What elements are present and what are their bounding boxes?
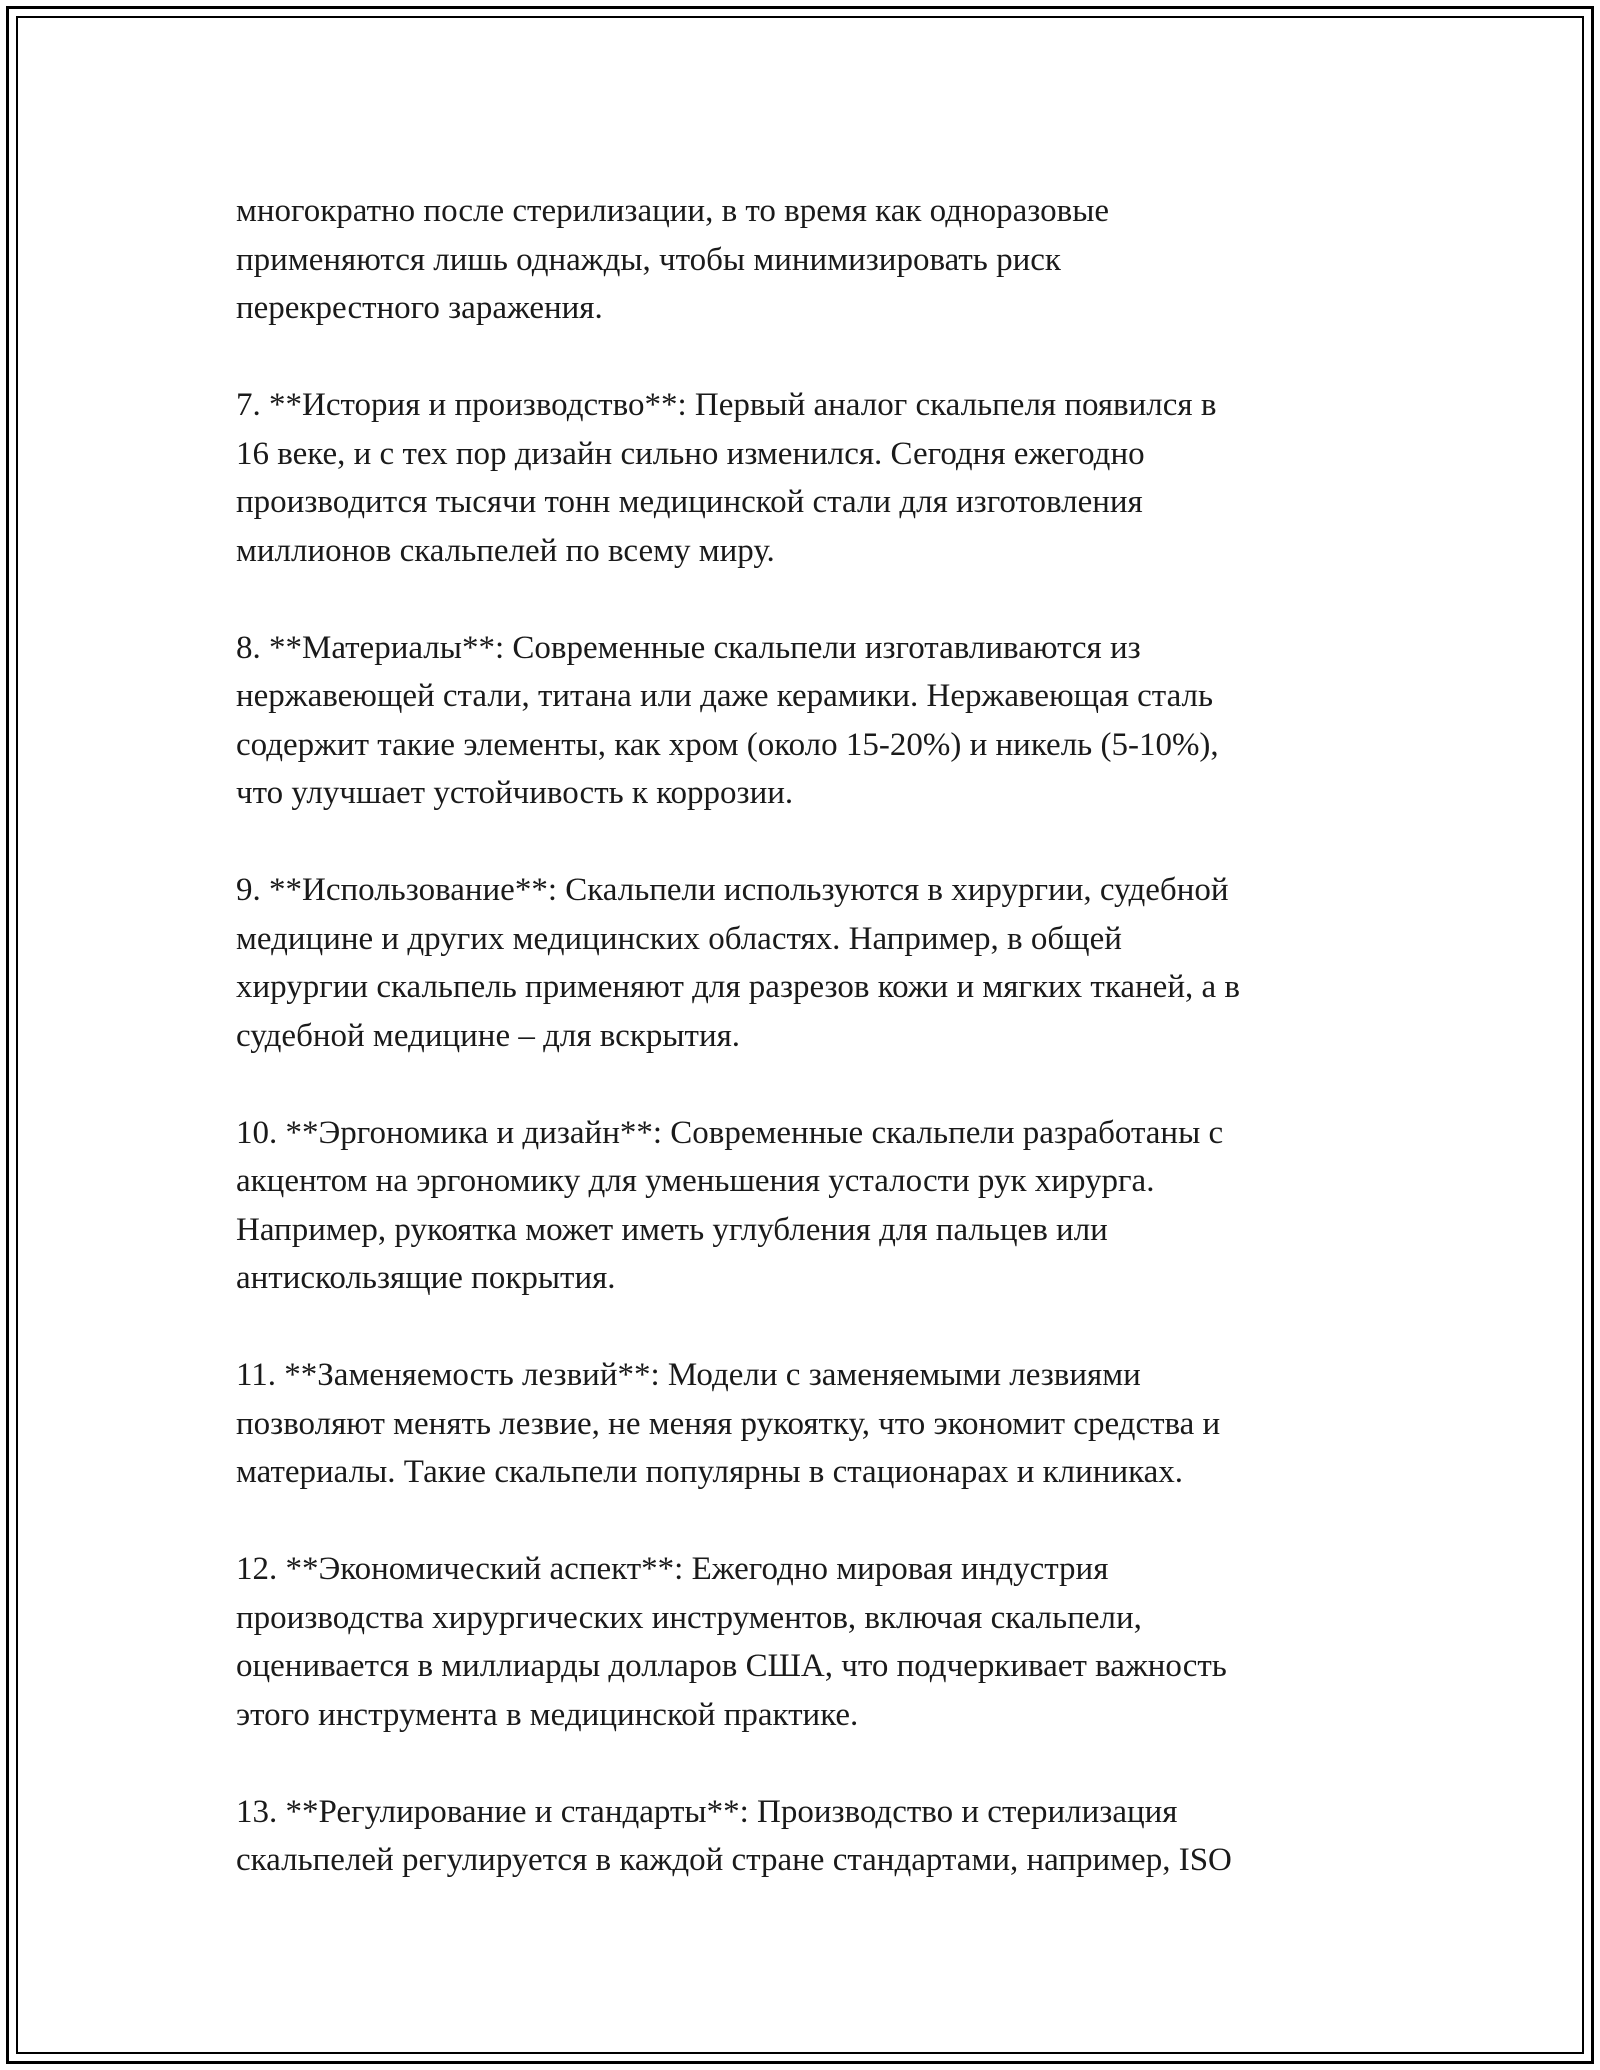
paragraph-gap: [236, 1060, 1376, 1109]
text-line: 7. **История и производство**: Первый аналог скальпеля появился в: [236, 387, 1217, 423]
paragraph-gap: [236, 333, 1376, 382]
paragraph: [236, 187, 1376, 333]
text-line: 10. **Эргономика и дизайн**: Современные скальпели разработаны с: [236, 1114, 1224, 1151]
text-line: многократно после стерилизации, в то время как одноразовые: [236, 193, 1110, 229]
text-line: 8. **Материалы**: Современные скальпели изготавливаются из: [236, 629, 1141, 666]
text-line: 16 веке, и с тех пор дизайн сильно изменился. Сегодня ежегодно: [236, 435, 1145, 472]
text-line: антискользящие покрытия.: [236, 1260, 616, 1296]
text-line: содержит такие элементы, как хром (около 15-20%) и никель (5-10%),: [236, 726, 1219, 763]
paragraph: [236, 866, 1376, 1060]
paragraph: [236, 1788, 1376, 1885]
text-line: применяются лишь однажды, чтобы минимизировать риск: [236, 241, 1061, 278]
text-line: этого инструмента в медицинской практике.: [236, 1696, 859, 1733]
text-line: скальпелей регулируется в каждой стране стандартами, например, ISO: [236, 1842, 1232, 1878]
text-line: акцентом на эргономику для уменьшения усталости рук хирурга.: [236, 1163, 1155, 1199]
paragraph: [236, 1109, 1376, 1303]
text-line: позволяют менять лезвие, не меняя рукоятку, что экономит средства и: [236, 1405, 1221, 1442]
text-line: судебной медицине – для вскрытия.: [236, 1017, 741, 1054]
paragraph: [236, 624, 1376, 818]
text-line: 9. **Использование**: Скальпели используются в хирургии, судебной: [236, 872, 1229, 908]
document-body: [236, 187, 1376, 1885]
text-line: что улучшает устойчивость к коррозии.: [236, 775, 794, 811]
text-line: нержавеющей стали, титана или даже керамики. Нержавеющая сталь: [236, 678, 1214, 714]
paragraph-gap: [236, 1303, 1376, 1352]
text-line: производства хирургических инструментов, включая скальпели,: [236, 1599, 1142, 1636]
text-line: Например, рукоятка может иметь углубления для пальцев или: [236, 1211, 1108, 1248]
paragraph-gap: [236, 1497, 1376, 1546]
text-line: производится тысячи тонн медицинской стали для изготовления: [236, 484, 1143, 520]
paragraph: [236, 1351, 1376, 1497]
text-line: 11. **Заменяемость лезвий**: Модели с заменяемыми лезвиями: [236, 1357, 1141, 1393]
paragraph-gap: [236, 818, 1376, 867]
paragraph: [236, 1545, 1376, 1739]
text-line: оценивается в миллиарды долларов США, что подчеркивает важность: [236, 1648, 1227, 1684]
text-line: 13. **Регулирование и стандарты**: Производство и стерилизация: [236, 1793, 1178, 1830]
text-line: перекрестного заражения.: [236, 290, 603, 326]
text-line: миллионов скальпелей по всему миру.: [236, 532, 775, 569]
text-line: хирургии скальпель применяют для разрезов кожи и мягких тканей, а в: [236, 969, 1240, 1005]
text-line: медицине и других медицинских областях. Например, в общей: [236, 920, 1122, 957]
text-line: материалы. Такие скальпели популярны в стационарах и клиниках.: [236, 1454, 1184, 1490]
text-line: 12. **Экономический аспект**: Ежегодно мировая индустрия: [236, 1551, 1109, 1587]
paragraph: [236, 381, 1376, 575]
paragraph-gap: [236, 1739, 1376, 1788]
paragraph-gap: [236, 575, 1376, 624]
